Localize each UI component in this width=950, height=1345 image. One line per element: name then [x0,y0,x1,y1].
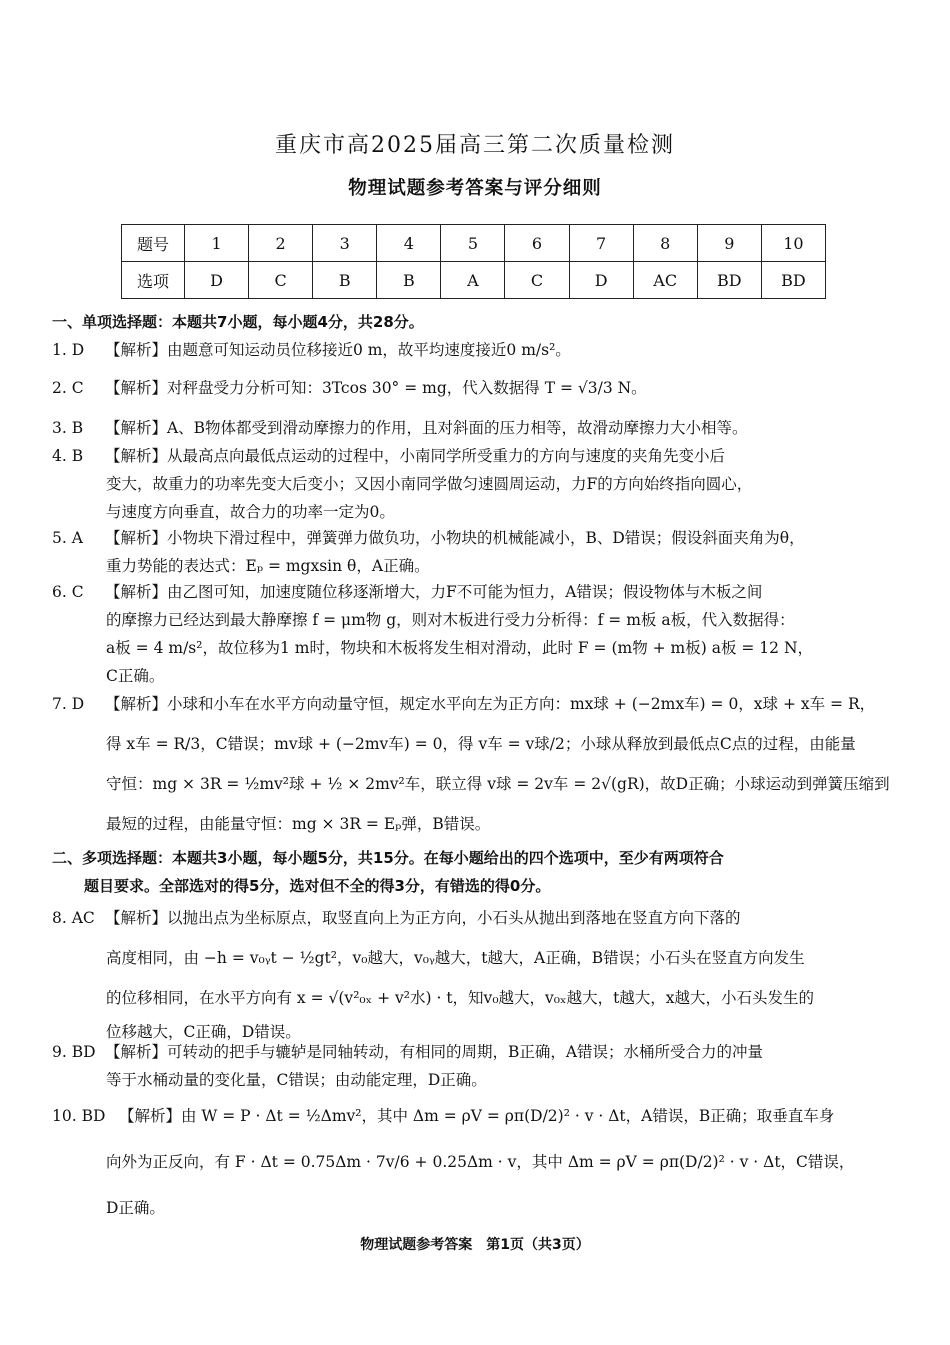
answer-cell: A [441,262,505,299]
question-number-cell: 8 [633,225,697,262]
explanation-item [52,898,897,1046]
explanation-line: 【解析】由题意可知运动员位移接近0 m，故平均速度接近0 m/s²。 [104,341,571,359]
explanation-line: 重力势能的表达式：Eₚ = mgxsin θ，A正确。 [106,557,430,575]
explanation-line: 高度相同，由 −h = v₀ᵧt − ½gt²，v₀越大，v₀ᵧ越大，t越大，A正确，B错误；小石头在竖直方向发生 [106,949,805,967]
question-label: 8. AC [52,909,95,927]
question-label: 1. D [52,341,85,359]
explanation-line: 最短的过程，由能量守恒：mg × 3R = Eₚ弹，B错误。 [106,815,491,833]
explanation-line: 【解析】小物块下滑过程中，弹簧弹力做负功，小物块的机械能减小，B、D错误；假设斜面夹角为θ， [104,529,805,547]
question-number-cell: 3 [313,225,377,262]
question-label: 5. A [52,529,83,547]
question-label: 4. B [52,447,84,465]
explanation-item [52,414,897,442]
question-label: 3. B [52,419,84,437]
explanation-item [52,524,897,580]
section-heading-text: 题目要求。全部选对的得5分，选对但不全的得3分，有错选的得0分。 [84,877,551,895]
explanation-item [52,442,897,526]
answer-cell: B [377,262,441,299]
explanation-line: C正确。 [106,667,165,685]
explanation-line: 与速度方向垂直，故合力的功率一定为0。 [106,503,395,521]
answer-table [121,224,826,299]
question-label: 10. BD [52,1107,106,1125]
explanation-line: 【解析】可转动的把手与辘轳是同轴转动，有相同的周期，B正确，A错误；水桶所受合力的冲量 [104,1043,764,1061]
section-multiple-choice-heading [52,844,902,900]
answer-cell: B [313,262,377,299]
explanation-item [52,336,897,364]
explanation-item [52,374,897,402]
explanation-line: 【解析】A、B物体都受到滑动摩擦力的作用，且对斜面的压力相等，故滑动摩擦力大小相等。 [104,419,748,437]
answer-cell: D [185,262,249,299]
question-number-header: 题号 [122,225,185,262]
exam-title: 重庆市高2025届高三第二次质量检测 [275,133,675,158]
option-header: 选项 [122,262,185,299]
section-single-choice-heading [52,308,902,336]
answer-cell: D [569,262,633,299]
question-number-cell: 10 [761,225,825,262]
explanation-line: a板 = 4 m/s²，故位移为1 m时，物块和木板将发生相对滑动，此时 F = (m物 + m板) a板 = 12 N， [106,639,814,657]
question-label: 2. C [52,379,84,397]
explanation-line: 向外为正反向，有 F · Δt = 0.75Δm · 7v/6 + 0.25Δm · v，其中 Δm = ρV = ρπ(D/2)² · v · Δt，C错误， [106,1153,855,1171]
document-subtitle: 物理试题参考答案与评分细则 [348,178,602,199]
answer-cell: BD [761,262,825,299]
page-footer: 物理试题参考答案 第1页（共3页） [360,1237,590,1253]
section-heading-text: 二、多项选择题：本题共3小题，每小题5分，共15分。在每小题给出的四个选项中，至少有两项符合 [52,849,724,867]
explanation-line: 【解析】由乙图可知，加速度随位移逐渐增大，力F不可能为恒力，A错误；假设物体与木板之间 [104,583,763,601]
explanation-line: 等于水桶动量的变化量，C错误；由动能定理，D正确。 [106,1071,487,1089]
explanation-line: 守恒：mg × 3R = ½mv²球 + ½ × 2mv²车，联立得 v球 = 2v车 = 2√(gR)，故D正确；小球运动到弹簧压缩到 [106,775,890,793]
explanation-line: 【解析】从最高点向最低点运动的过程中，小南同学所受重力的方向与速度的夹角先变小后 [104,447,725,465]
question-number-cell: 6 [505,225,569,262]
explanation-line: 【解析】小球和小车在水平方向动量守恒，规定水平向左为正方向：mx球 + (−2mx车) = 0，x球 + x车 = R， [104,695,876,713]
question-number-cell: 5 [441,225,505,262]
explanation-line: 位移越大，C正确，D错误。 [106,1023,301,1041]
question-label: 7. D [52,695,85,713]
answer-cell: C [505,262,569,299]
question-number-cell: 2 [249,225,313,262]
answer-cell: AC [633,262,697,299]
section-heading-text: 一、单项选择题：本题共7小题，每小题4分，共28分。 [52,313,424,331]
question-label: 9. BD [52,1043,96,1061]
question-label: 6. C [52,583,84,601]
explanation-line: 变大，故重力的功率先变大后变小；又因小南同学做匀速圆周运动，力F的方向始终指向圆心， [106,475,753,493]
question-number-cell: 4 [377,225,441,262]
explanation-line: 得 x车 = R/3，C错误；mv球 + (−2mv车) = 0，得 v车 = v球/2；小球从释放到最低点C点的过程，由能量 [106,735,856,753]
answer-cell: BD [697,262,761,299]
answer-table-option-row [122,262,826,299]
question-number-cell: 7 [569,225,633,262]
explanation-line: 【解析】由 W = P · Δt = ½Δmv²，其中 Δm = ρV = ρπ(D/2)² · v · Δt，A错误，B正确；取垂直车身 [118,1107,835,1125]
explanation-item [52,578,897,690]
question-number-cell: 9 [697,225,761,262]
answer-table-number-row [122,225,826,262]
answer-cell: C [249,262,313,299]
explanation-line: D正确。 [106,1199,165,1217]
explanation-item [52,1038,897,1094]
explanation-line: 的摩擦力已经达到最大静摩擦 f = μm物 g，则对木板进行受力分析得：f = m板 a板，代入数据得： [106,611,795,629]
question-number-cell: 1 [185,225,249,262]
explanation-line: 【解析】以抛出点为坐标原点，取竖直向上为正方向，小石头从抛出到落地在竖直方向下落的 [104,909,741,927]
explanation-line: 【解析】对秤盘受力分析可知：3Tcos 30° = mg，代入数据得 T = √3/3 N。 [104,379,647,397]
explanation-item [52,1096,897,1228]
explanation-line: 的位移相同，在水平方向有 x = √(v²₀ₓ + v²水) · t，知v₀越大，v₀ₓ越大，t越大，x越大，小石头发生的 [106,989,815,1007]
explanation-item [52,684,897,844]
